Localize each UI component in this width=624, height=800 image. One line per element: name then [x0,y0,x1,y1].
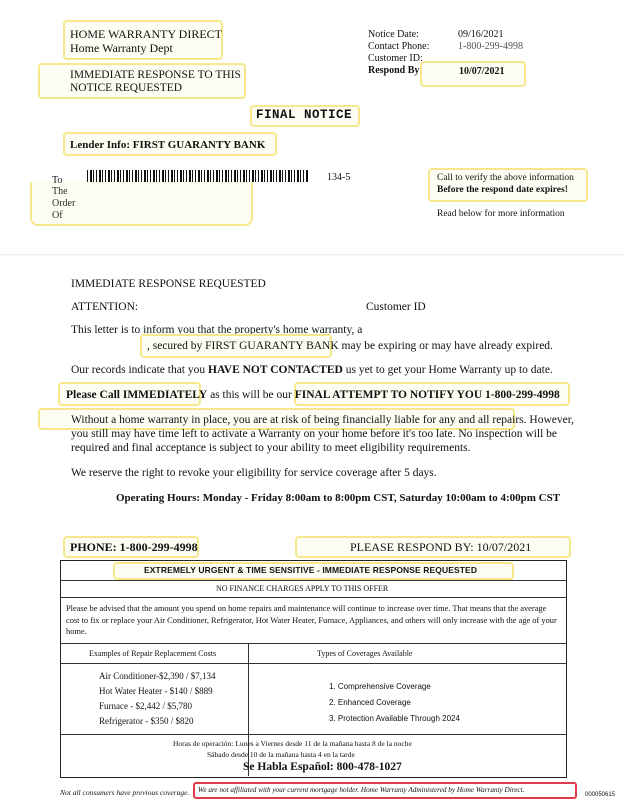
spanish-hours-2: Sábado desde 10 de la mañana hasta 4 en la tarde [207,750,355,759]
offer-table [60,560,567,778]
sender-name: HOME WARRANTY DIRECT [70,27,222,41]
immediate-header: IMMEDIATE RESPONSE TO THIS NOTICE REQUESTED [70,69,241,94]
paragraph-2a: Our records indicate that you [71,364,208,376]
paragraph-3c: FINAL ATTEMPT TO NOTIFY YOU 1-800-299-4998 [294,389,560,401]
paragraph-3 [66,388,560,402]
please-respond: PLEASE RESPOND BY: 10/07/2021 [350,540,532,554]
address-label-3: Of [52,210,63,221]
call-box-line1: Call to verify the above information [437,173,574,183]
respond-by-label: Respond By: [368,65,423,76]
barcode-code: 134-5 [327,172,351,183]
paragraph-2 [71,363,553,377]
paragraph-1b-wrap [147,339,553,353]
phone-line: PHONE: 1-800-299-4998 [70,540,198,554]
contact-phone-value: 1-800-299-4998 [458,41,523,52]
col2-header: Types of Coverages Available [317,649,413,658]
col1-header: Examples of Repair Replacement Costs [89,649,217,658]
paragraph-4-line2: you still may have time left to activate a Warranty on your home before it's too late. No inspection will be [71,428,558,440]
address-label-0: To [52,175,63,186]
paragraph-2c: us yet to get your Home Warranty up to date. [342,364,553,376]
footer-code: 000050615 [585,792,616,798]
call-box-line3: Read below for more information [437,209,565,219]
notice-date-label: Notice Date: [368,29,419,40]
paragraph-1b: , secured by FIRST GUARANTY BANK [147,340,339,352]
lender-info: Lender Info: FIRST GUARANTY BANK [70,139,266,151]
address-highlight [30,182,253,226]
spanish-hours-1: Horas de operación: Lunes a Viernes desde 11 de la mañana hasta 8 de la noche [173,739,412,748]
customer-id-caption: Customer ID [366,301,426,313]
coverage-item-1: 2. Enhanced Coverage [329,698,411,707]
sender-dept: Home Warranty Dept [70,41,173,55]
cost-item-0: Air Conditioner-$2,390 / $7,134 [99,671,216,681]
cost-item-2: Furnace - $2,442 / $5,780 [99,701,192,711]
coverage-item-2: 3. Protection Available Through 2024 [329,714,460,723]
notice-date-value: 09/16/2021 [458,29,504,40]
cost-item-1: Hot Water Heater - $140 / $889 [99,686,213,696]
page-fold-line [0,254,624,256]
paragraph-5: We reserve the right to revoke your eligibility for service coverage after 5 days. [71,467,437,479]
footer-disclaimer: We are not affiliated with your current mortgage holder. Home Warranty Administered by Home Warranty Direct. [198,786,525,794]
body-heading: IMMEDIATE RESPONSE REQUESTED [71,278,266,290]
final-notice: FINAL NOTICE [256,108,353,122]
table-title: EXTREMELY URGENT & TIME SENSITIVE - IMMEDIATE RESPONSE REQUESTED [144,565,478,575]
barcode-image [87,170,309,182]
paragraph-3a: Please Call IMMEDIATELY [66,389,208,401]
se-habla: Se Habla Español: 800-478-1027 [243,761,402,773]
footer-left: Not all consumers have previous coverage. [60,788,190,797]
coverage-item-0: 1. Comprehensive Coverage [329,682,431,691]
call-box-line2: Before the respond date expires! [437,185,568,195]
paragraph-1c: may be expiring or may have already expired. [338,340,553,352]
paragraph-4-line3: required and final acceptance is subject to your ability to meet eligibility requirements. [71,442,471,454]
cost-item-3: Refrigerator - $350 / $820 [99,716,194,726]
paragraph-3b: as this will be our [207,389,295,401]
respond-by-value: 10/07/2021 [459,66,505,77]
operating-hours: Operating Hours: Monday - Friday 8:00am to 8:00pm CST, Saturday 10:00am to 4:00pm CST [116,492,561,504]
customer-id-label: Customer ID: [368,53,423,64]
attention-label: ATTENTION: [71,301,139,313]
table-sub: NO FINANCE CHARGES APPLY TO THIS OFFER [216,584,389,593]
table-para: Please be advised that the amount you spend on home repairs and maintenance will continue to increase over time. That means that the average cost to fix or replace your Air Conditioner, Refrigerator, Hot Water Heater, Furnace, Appliances, and others will only increase with the age of your home. [66,604,557,636]
contact-phone-label: Contact Phone: [368,41,430,52]
paragraph-1a: This letter is to inform you that the property's home warranty, a [71,324,363,336]
paragraph-2b: HAVE NOT CONTACTED [208,364,343,376]
address-label-1: The [52,186,68,197]
paragraph-4-line1: Without a home warranty in place, you are at risk of being financially liable for any and all repairs. However, [71,414,574,426]
address-label-2: Order [52,198,76,209]
